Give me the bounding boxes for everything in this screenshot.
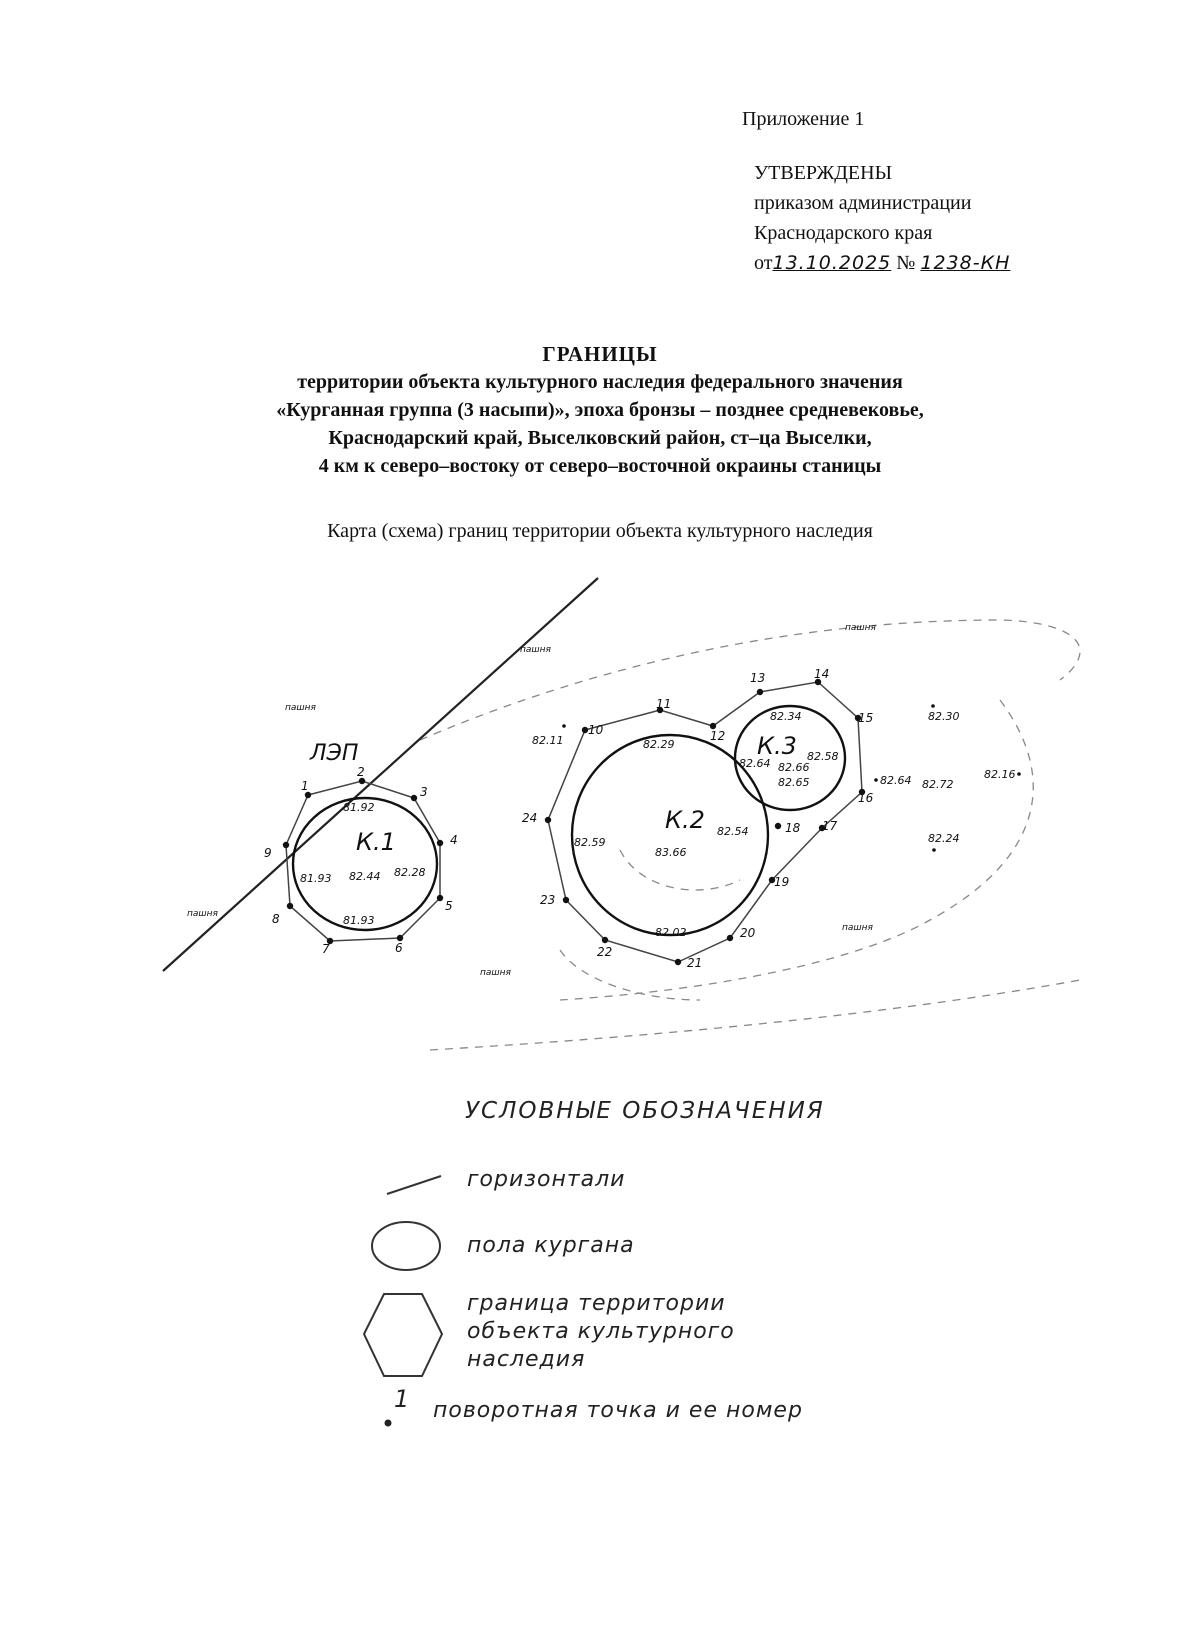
- map-subtitle: Карта (схема) границ территории объекта культурного наследия: [327, 520, 873, 542]
- turning-point-label-21: 21: [687, 956, 703, 970]
- mound-k1: [286, 781, 440, 941]
- field-outline-inner: [560, 950, 703, 1000]
- spot-height-5: 82.16: [984, 768, 1016, 781]
- turning-point-label-11: 11: [656, 697, 672, 711]
- boundary-map: [0, 560, 1200, 1060]
- turning-point-label-22: 22: [597, 945, 613, 959]
- order-line-1: приказом администрации: [754, 192, 972, 214]
- spot-dot: [931, 704, 935, 708]
- turning-point-dot-24: [545, 817, 551, 823]
- turning-point-dot-20: [727, 935, 733, 941]
- legend-turning-point: поворотная точка и ее номер: [433, 1398, 803, 1423]
- order-date: 13.10.2025: [772, 252, 892, 274]
- turning-point-label-1: 1: [301, 779, 309, 793]
- spot-dot: [562, 724, 566, 728]
- title-main: ГРАНИЦЫ: [542, 342, 658, 366]
- spot-height-1: 82.11: [532, 734, 564, 747]
- mound-k2-elev-e: 82.54: [717, 825, 749, 838]
- turning-point-label-20: 20: [740, 926, 756, 940]
- turning-point-dot-13: [757, 689, 763, 695]
- turning-point-label-24: 24: [522, 811, 538, 825]
- number-prefix: №: [896, 252, 916, 274]
- spot-dot: [932, 848, 936, 852]
- spot-height-3: 82.64: [880, 774, 912, 787]
- turning-point-label-4: 4: [450, 833, 458, 847]
- mound-k3-elev-e: 82.58: [807, 750, 839, 763]
- field-label-5: пашня: [480, 968, 511, 978]
- mound-k3-name: К.3: [757, 732, 797, 760]
- field-label-6: пашня: [842, 923, 873, 933]
- turning-point-dot-4: [437, 840, 443, 846]
- contour-line-icon: [385, 1170, 445, 1200]
- mound-k3: [735, 706, 845, 810]
- mound-k1-elev-s: 81.93: [343, 914, 375, 927]
- power-line-label: ЛЭП: [310, 741, 359, 766]
- turning-point-label-6: 6: [395, 941, 403, 955]
- date-prefix: от: [754, 252, 773, 274]
- turning-point-dot-22: [602, 937, 608, 943]
- turning-point-label-18: 18: [785, 821, 801, 835]
- turning-point-label-12: 12: [710, 729, 726, 743]
- field-label-3: пашня: [845, 623, 876, 633]
- turning-point-label-9: 9: [264, 846, 272, 860]
- mound-k2-elev-n: 82.29: [643, 738, 675, 751]
- mound-k2-elev-s: 82.02: [655, 926, 687, 939]
- mound-floor-sample: [372, 1222, 440, 1270]
- legend-boundary: граница территории объекта культурного наследия: [467, 1291, 735, 1372]
- title-line-2: «Курганная группа (3 насыпи)», эпоха бронзы – позднее средневековье,: [276, 399, 924, 421]
- mound-floor-icon: [368, 1218, 448, 1274]
- turning-point-dot-23: [563, 897, 569, 903]
- mound-k3-elev-n: 82.34: [770, 710, 802, 723]
- mound-k2-name: К.2: [665, 806, 705, 834]
- turning-point-dot-9: [283, 842, 289, 848]
- legend-mound-floor: пола кургана: [467, 1233, 635, 1258]
- turning-point-label-19: 19: [774, 875, 790, 889]
- spot-heights: [532, 704, 1021, 852]
- turning-point-label-23: 23: [540, 893, 556, 907]
- mound-k2-center-elev: 83.66: [655, 846, 687, 859]
- order-number: 1238-КН: [920, 252, 1011, 274]
- turning-point-icon: [380, 1385, 420, 1431]
- turning-point-label-8: 8: [272, 912, 280, 926]
- spot-height-2: 82.30: [928, 710, 960, 723]
- spot-height-4: 82.72: [922, 778, 954, 791]
- turning-point-label-2: 2: [357, 765, 365, 779]
- legend-contours: горизонтали: [467, 1167, 626, 1192]
- field-label-1: пашня: [520, 645, 551, 655]
- power-line: [163, 578, 598, 971]
- turning-point-dot-8: [287, 903, 293, 909]
- mound-k2-elev-w: 82.59: [574, 836, 606, 849]
- turning-point-label-3: 3: [420, 785, 428, 799]
- field-label-2: пашня: [285, 703, 316, 713]
- turning-point-dot-5: [437, 895, 443, 901]
- field-outline-south: [430, 980, 1080, 1050]
- turning-point-dot-sample: [385, 1420, 392, 1427]
- spot-dot: [874, 778, 878, 782]
- turning-point-label-17: 17: [822, 819, 838, 833]
- mound-k1-center-elev: 82.44: [349, 870, 381, 883]
- turning-point-dot-3: [411, 795, 417, 801]
- legend-title: УСЛОВНЫЕ ОБОЗНАЧЕНИЯ: [465, 1098, 825, 1124]
- boundary-hexagon-icon: [358, 1290, 448, 1382]
- field-label-4: пашня: [187, 909, 218, 919]
- order-date-line: [742, 248, 1010, 278]
- approved-label: УТВЕРЖДЕНЫ: [754, 162, 893, 184]
- document-title: [100, 340, 1100, 480]
- mound-k1-elev-e: 82.28: [394, 866, 426, 879]
- turning-point-label-10: 10: [588, 723, 604, 737]
- turning-point-label-15: 15: [858, 711, 874, 725]
- mound-floor-k1: [293, 798, 437, 930]
- title-line-3: Краснодарский край, Выселковский район, ст–ца Выселки,: [328, 427, 872, 449]
- turning-point-dot-18: [775, 823, 781, 829]
- mound-k3-elev-s: 82.65: [778, 776, 810, 789]
- turning-point-label-14: 14: [814, 667, 830, 681]
- boundary-hexagon-sample: [364, 1294, 442, 1376]
- turning-point-label-7: 7: [322, 942, 330, 956]
- turning-point-number-sample: 1: [394, 1385, 410, 1413]
- spot-dot: [1017, 772, 1021, 776]
- order-line-2: Краснодарского края: [754, 222, 933, 244]
- mound-k1-elev-w: 81.93: [300, 872, 332, 885]
- mound-k1-elev-n: 81.92: [343, 801, 375, 814]
- title-line-1: территории объекта культурного наследия федерального значения: [297, 371, 903, 393]
- approval-block: [742, 104, 1010, 278]
- title-line-4: 4 км к северо–востоку от северо–восточной окраины станицы: [318, 455, 882, 477]
- mound-k3-center-elev: 82.66: [778, 761, 810, 774]
- turning-point-label-13: 13: [750, 671, 766, 685]
- mound-k1-name: К.1: [356, 828, 396, 856]
- spot-height-6: 82.24: [928, 832, 960, 845]
- contour-line-sample: [387, 1176, 441, 1194]
- turning-point-label-5: 5: [445, 899, 453, 913]
- mound-k3-elev-w: 82.64: [739, 757, 771, 770]
- turning-point-dot-21: [675, 959, 681, 965]
- annex-label: Приложение 1: [742, 108, 865, 130]
- turning-point-label-16: 16: [858, 791, 874, 805]
